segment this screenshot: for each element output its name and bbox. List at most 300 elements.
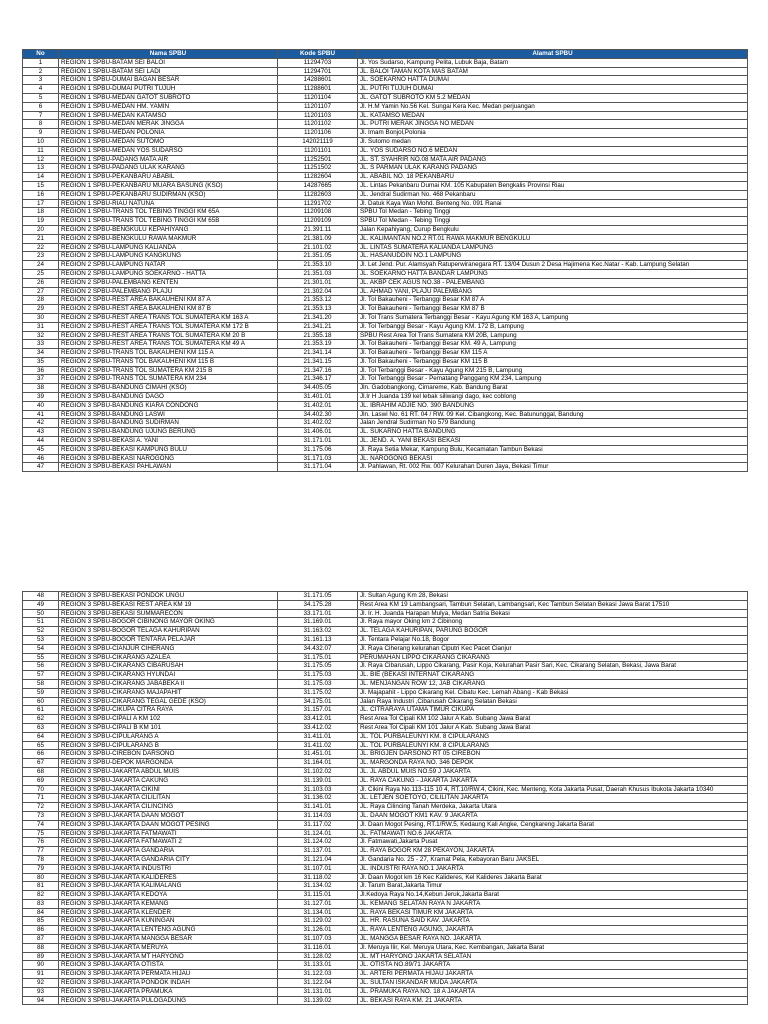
- station-name: REGION 3 SPBU-CIKARANG JABABEKA II: [59, 679, 278, 688]
- station-address: Jl. Raya Setia Mekar, Kampung Bulu, Kecamatan Tambun Bekasi: [358, 445, 748, 454]
- station-name: REGION 2 SPBU-TRANS TOL BAKAUHENI KM 115 A: [59, 349, 278, 358]
- table-row: [23, 627, 748, 636]
- station-code: 31.103.03: [278, 785, 358, 794]
- station-code: 11201102: [278, 120, 358, 129]
- station-code: 11201104: [278, 93, 358, 102]
- station-code: 21.101.02: [278, 243, 358, 252]
- row-number: 93: [23, 987, 59, 996]
- row-number: 37: [23, 375, 59, 384]
- row-number: 82: [23, 891, 59, 900]
- station-code: 33.412.01: [278, 715, 358, 724]
- row-number: 87: [23, 935, 59, 944]
- station-name: REGION 3 SPBU-JAKARTA KEDOYA: [59, 891, 278, 900]
- station-address: JL. PRAMUKA RAYA NO. 18 A JAKARTA: [358, 987, 748, 996]
- station-name: REGION 3 SPBU-BANDUNG DAGO: [59, 393, 278, 402]
- station-name: REGION 3 SPBU-CIKARANG MAJAPAHIT: [59, 688, 278, 697]
- station-code: 31.171.04: [278, 463, 358, 472]
- station-name: REGION 3 SPBU-CIKARANG TEGAL GEDE (KSO): [59, 697, 278, 706]
- station-address: Jl. Ir. H. Juanda Harapan Mulya, Medan Satria Bekasi: [358, 609, 748, 618]
- station-address: Jl. Datuk Kaya Wan Mohd. Benteng No. 091 Ranai: [358, 199, 748, 208]
- station-code: 31.411.02: [278, 741, 358, 750]
- table-row: [23, 662, 748, 671]
- row-number: 52: [23, 627, 59, 636]
- station-address: JL. IBRAHIM ADJIE NO. 390 BANDUNG: [358, 401, 748, 410]
- station-address: Jl. Tol Bakauheni - Terbanggi Besar KM 87 B: [358, 305, 748, 314]
- table-row: [23, 410, 748, 419]
- station-name: REGION 1 SPBU-MEDAN GATOT SUBROTO: [59, 93, 278, 102]
- station-code: 31.163.02: [278, 627, 358, 636]
- station-code: 31.139.02: [278, 996, 358, 1005]
- row-number: 53: [23, 635, 59, 644]
- station-code: 31.107.01: [278, 864, 358, 873]
- table-row: [23, 715, 748, 724]
- station-code: 31.102.02: [278, 767, 358, 776]
- row-number: 71: [23, 794, 59, 803]
- table-row: [23, 67, 748, 76]
- row-number: 2: [23, 67, 59, 76]
- table-row: [23, 908, 748, 917]
- row-number: 74: [23, 820, 59, 829]
- station-code: 31.157.01: [278, 706, 358, 715]
- station-code: 11209108: [278, 208, 358, 217]
- station-code: 31.127.01: [278, 899, 358, 908]
- station-code: 31.171.05: [278, 592, 358, 601]
- row-number: 84: [23, 908, 59, 917]
- table-row: [23, 252, 748, 261]
- station-name: REGION 2 SPBU-PALEMBANG KENTEN: [59, 278, 278, 287]
- station-address: Jl. Tol Bakauheni - Terbanggi Besar KM 87 A: [358, 296, 748, 305]
- station-name: REGION 2 SPBU-LAMPUNG NATAR: [59, 261, 278, 270]
- station-code: 21.381.09: [278, 234, 358, 243]
- station-name: REGION 1 SPBU-PADANG ULAK KARANG: [59, 164, 278, 173]
- station-code: 31.175.01: [278, 653, 358, 662]
- table-row: [23, 164, 748, 173]
- station-code: 21.341.14: [278, 349, 358, 358]
- station-code: 31.115.01: [278, 891, 358, 900]
- station-code: 31.118.02: [278, 873, 358, 882]
- row-number: 60: [23, 697, 59, 706]
- station-name: REGION 1 SPBU-BATAM SEI BALOI: [59, 58, 278, 67]
- station-name: REGION 3 SPBU-BOGOR CIBINONG MAYOR OKING: [59, 618, 278, 627]
- row-number: 18: [23, 208, 59, 217]
- station-address: SPBU Rest Area Tol Trans Sumatera KM 20B, Lampung: [358, 331, 748, 340]
- station-code: 31.128.02: [278, 952, 358, 961]
- row-number: 94: [23, 996, 59, 1005]
- station-name: REGION 2 SPBU-REST AREA BAKAUHENI KM 87 A: [59, 296, 278, 305]
- table-row: [23, 173, 748, 182]
- station-address: JL. ST. SYAHRIR NO.08 MATA AIR PADANG: [358, 155, 748, 164]
- row-number: 3: [23, 76, 59, 85]
- row-number: 43: [23, 428, 59, 437]
- station-address: JL. HR. RASUNA SAID KAV. JAKARTA: [358, 917, 748, 926]
- row-number: 73: [23, 811, 59, 820]
- station-code: 31.402.02: [278, 419, 358, 428]
- station-address: Rest Area KM 19 Lambangsari, Tambun Selatan, Lambangsari, Kec Tambun Selatan Bekasi Jawa Barat 17510: [358, 600, 748, 609]
- station-name: REGION 3 SPBU-JAKARTA KLENDER: [59, 908, 278, 917]
- table-row: [23, 820, 748, 829]
- table-row: [23, 759, 748, 768]
- station-name: REGION 3 SPBU-JAKARTA MT HARYONO: [59, 952, 278, 961]
- station-code: 31.129.02: [278, 917, 358, 926]
- station-address: Jl. Gandaria No. 25 - 27, Kramat Pela, Kebayoran Baru JAKSEL: [358, 855, 748, 864]
- table-row: [23, 313, 748, 322]
- station-address: JL. ABABIL NO. 18 PEKANBARU: [358, 173, 748, 182]
- table-row: [23, 899, 748, 908]
- station-address: Jln. Laswi No. 61 RT. 04 / RW. 09 Kel. Cibangkong, Kec. Batununggal, Bandung: [358, 410, 748, 419]
- station-address: Jl. Let Jend. Pur. Alamsyah Ratuperwiranegara RT. 13/04 Dusun 2 Desa Hajimena Kec.Natar - Kab. Lampung Selatan: [358, 261, 748, 270]
- station-code: 34.175.01: [278, 697, 358, 706]
- station-address: Jl. Tol Bakauheni - Terbanggi Besar KM 115 A: [358, 349, 748, 358]
- row-number: 62: [23, 715, 59, 724]
- station-code: 31.114.03: [278, 811, 358, 820]
- table-row: [23, 58, 748, 67]
- table-row: [23, 864, 748, 873]
- station-address: Jln. Gadobangkong, Cimareme, Kab. Bandung Barat: [358, 384, 748, 393]
- row-number: 61: [23, 706, 59, 715]
- station-code: 21.355.18: [278, 331, 358, 340]
- station-name: REGION 3 SPBU-JAKARTA KEMANG: [59, 899, 278, 908]
- station-address: Jl. Tol Trans Sumatera Terbanggi Besar - Kayu Agung KM 163 A, Lampung: [358, 313, 748, 322]
- station-code: 21.351.05: [278, 252, 358, 261]
- station-name: REGION 3 SPBU-JAKARTA DAAN MOGOT PESING: [59, 820, 278, 829]
- station-code: 31.121.04: [278, 855, 358, 864]
- station-address: JL. NAROGONG BEKASI: [358, 454, 748, 463]
- station-address: JL. S PARMAN ULAK KARANG PADANG: [358, 164, 748, 173]
- station-code: 21.353.19: [278, 340, 358, 349]
- row-number: 81: [23, 882, 59, 891]
- station-address: PERUMAHAN LIPPO CIKARANG CIKARANG: [358, 653, 748, 662]
- table-row: [23, 76, 748, 85]
- station-code: 31.175.02: [278, 688, 358, 697]
- station-address: JL. OTISTA NO.89/71 JAKARTA: [358, 961, 748, 970]
- table-row: [23, 120, 748, 129]
- station-address: JL. MANGGA BESAR RAYA NO. JAKARTA: [358, 935, 748, 944]
- station-code: 31.406.01: [278, 428, 358, 437]
- station-name: REGION 3 SPBU-JAKARTA CIKINI: [59, 785, 278, 794]
- station-address: JL. MT HARYONO JAKARTA SELATAN: [358, 952, 748, 961]
- table-row: [23, 767, 748, 776]
- row-number: 85: [23, 917, 59, 926]
- station-address: Jl. Majapahit - Lippo Cikarang Kel. Cibatu Kec. Lemah Abang - Kab Bekasi: [358, 688, 748, 697]
- row-number: 75: [23, 829, 59, 838]
- station-code: 31.169.01: [278, 618, 358, 627]
- station-name: REGION 2 SPBU-PALEMBANG PLAJU: [59, 287, 278, 296]
- station-name: REGION 3 SPBU-JAKARTA GANDARIA CITY: [59, 855, 278, 864]
- station-code: 34.402.30: [278, 410, 358, 419]
- row-number: 33: [23, 340, 59, 349]
- station-address: JL. SOEKARNO HATTA DUMAI: [358, 76, 748, 85]
- row-number: 26: [23, 278, 59, 287]
- station-name: REGION 3 SPBU-CIKARANG HYUNDAI: [59, 671, 278, 680]
- station-code: 34.175.28: [278, 600, 358, 609]
- station-address: JL. RAYA BEKASI TIMUR KM JAKARTA: [358, 908, 748, 917]
- table-header: [23, 50, 748, 59]
- station-address: JL. AHMAD YANI, PLAJU PALEMBANG: [358, 287, 748, 296]
- station-code: 31.411.01: [278, 732, 358, 741]
- station-code: 31.134.01: [278, 908, 358, 917]
- station-code: 33.171.01: [278, 609, 358, 618]
- row-number: 55: [23, 653, 59, 662]
- row-number: 12: [23, 155, 59, 164]
- table-row: [23, 891, 748, 900]
- row-number: 44: [23, 437, 59, 446]
- table-row: [23, 943, 748, 952]
- station-name: REGION 1 SPBU-MEDAN YOS SUDARSO: [59, 146, 278, 155]
- station-code: 31.171.01: [278, 437, 358, 446]
- table-row: [23, 155, 748, 164]
- table-row: [23, 445, 748, 454]
- station-address: SPBU Tol Medan - Tebing Tinggi: [358, 208, 748, 217]
- station-address: JL. CITRARAYA UTAMA TIMUR CIKUPA: [358, 706, 748, 715]
- station-address: Jl. Tol Terbanggi Besar - Kayu Agung KM. 172 B, Lampung: [358, 322, 748, 331]
- station-address: Jl. Daan Mogot Pesing, RT.1/RW.5, Kedaung Kali Angke, Cengkareng Jakarta Barat: [358, 820, 748, 829]
- station-address: JL. PUTRI MERAK JINGGA NO MEDAN: [358, 120, 748, 129]
- station-code: 21.341.15: [278, 357, 358, 366]
- station-address: Jl. Meruya Ilir, Kel. Meruya Utara, Kec. Kembangan, Jakarta Barat: [358, 943, 748, 952]
- station-address: Jl. Raya mayor Oking km 2 Cibinong: [358, 618, 748, 627]
- table-row: [23, 609, 748, 618]
- station-address: Jl. Raya Ciherang kelurahan Ciputri Kec Pacet Cianjur: [358, 644, 748, 653]
- header-name: Nama SPBU: [59, 50, 278, 59]
- station-name: REGION 1 SPBU-MEDAN HM. YAMIN: [59, 102, 278, 111]
- station-name: REGION 3 SPBU-BANDUNG UJUNG BERUNG: [59, 428, 278, 437]
- table-row: [23, 996, 748, 1005]
- station-code: 31.136.02: [278, 794, 358, 803]
- row-number: 65: [23, 741, 59, 750]
- table-row: [23, 952, 748, 961]
- station-code: 11282603: [278, 190, 358, 199]
- station-address: JL. PUTRI TUJUH DUMAI: [358, 85, 748, 94]
- station-name: REGION 3 SPBU-JAKARTA CILINCING: [59, 803, 278, 812]
- station-name: REGION 3 SPBU-CIREBON DARSONO: [59, 750, 278, 759]
- station-code: 11251502: [278, 164, 358, 173]
- row-number: 57: [23, 671, 59, 680]
- table-row: [23, 428, 748, 437]
- station-address: JL. BALOI TAMAN KOTA MAS BATAM: [358, 67, 748, 76]
- station-code: 21.391.11: [278, 225, 358, 234]
- header-address: Alamat SPBU: [358, 50, 748, 59]
- station-name: REGION 2 SPBU-LAMPUNG KALIANDA: [59, 243, 278, 252]
- row-number: 20: [23, 225, 59, 234]
- station-address: JL. DAAN MOGOT KM1 KAV. 9 JAKARTA: [358, 811, 748, 820]
- station-address: JL. JEND. A. YANI BEKASI BEKASI: [358, 437, 748, 446]
- table-row: [23, 102, 748, 111]
- station-code: 11282604: [278, 173, 358, 182]
- station-name: REGION 1 SPBU-MEDAN MERAK JINGGA: [59, 120, 278, 129]
- station-address: Jl.Kedoya Raya No.14,Kebun Jeruk,Jakarta Barat: [358, 891, 748, 900]
- table-row: [23, 225, 748, 234]
- station-name: REGION 3 SPBU-BEKASI REST AREA KM 19: [59, 600, 278, 609]
- station-name: REGION 3 SPBU-CIPALI B KM 101: [59, 723, 278, 732]
- table-row: [23, 208, 748, 217]
- station-name: REGION 3 SPBU-BANDUNG CIMAHI (KSO): [59, 384, 278, 393]
- station-address: Rest Area Tol Cipali KM 101 Jalur A Kab. Subang Jawa Barat: [358, 723, 748, 732]
- station-address: JL. GATOT SUBROTO KM 5.2 MEDAN: [358, 93, 748, 102]
- station-code: 31.139.01: [278, 776, 358, 785]
- table-row: [23, 340, 748, 349]
- station-name: REGION 3 SPBU-JAKARTA KALIDERES: [59, 873, 278, 882]
- row-number: 40: [23, 401, 59, 410]
- station-name: REGION 3 SPBU-JAKARTA FATMAWATI: [59, 829, 278, 838]
- station-code: 31.175.03: [278, 671, 358, 680]
- station-address: JL. Lintas Pekanbaru Dumai KM. 105 Kabupaten Bengkalis Provinsi Riau: [358, 181, 748, 190]
- station-address: JL. FATMAWATI NO.6 JAKARTA: [358, 829, 748, 838]
- station-name: REGION 3 SPBU-CIPALI A KM 102: [59, 715, 278, 724]
- station-address: JL. AKBP CEK AGUS NO.38 - PALEMBANG: [358, 278, 748, 287]
- table-row: [23, 111, 748, 120]
- station-address: Jl. Fatmawati,Jakarta Pusat: [358, 838, 748, 847]
- table-row: [23, 199, 748, 208]
- station-code: 31.161.13: [278, 635, 358, 644]
- row-number: 38: [23, 384, 59, 393]
- station-name: REGION 3 SPBU-JAKARTA MERUYA: [59, 943, 278, 952]
- table-row: [23, 278, 748, 287]
- station-name: REGION 3 SPBU-CIANJUR CIHERANG: [59, 644, 278, 653]
- table-row: [23, 732, 748, 741]
- table-row: [23, 243, 748, 252]
- table-row: [23, 181, 748, 190]
- station-address: JL. RAYA CAKUNG - JAKARTA JAKARTA: [358, 776, 748, 785]
- row-number: 34: [23, 349, 59, 358]
- station-address: JL. SULTAN ISKANDAR MUDA JAKARTA: [358, 979, 748, 988]
- table-row: [23, 776, 748, 785]
- table-row: [23, 129, 748, 138]
- station-code: 21.302.04: [278, 287, 358, 296]
- station-address: JL. RAYA BOGOR KM 28 PEKAYON, JAKARTA: [358, 847, 748, 856]
- table-row: [23, 137, 748, 146]
- row-number: 21: [23, 234, 59, 243]
- station-name: REGION 3 SPBU-JAKARTA FATMAWATI 2: [59, 838, 278, 847]
- station-code: 11291702: [278, 199, 358, 208]
- station-name: REGION 3 SPBU-CIPULARANG A: [59, 732, 278, 741]
- station-address: JL. TELAGA KAHURIPAN, PARUNG BOGOR: [358, 627, 748, 636]
- row-number: 66: [23, 750, 59, 759]
- station-address: JL. HASANUDDIN NO.1 LAMPUNG: [358, 252, 748, 261]
- header-code: Kode SPBU: [278, 50, 358, 59]
- row-number: 89: [23, 952, 59, 961]
- station-address: JL. BIE (BEKASI INTERNAT CIKARANG: [358, 671, 748, 680]
- table-row: [23, 190, 748, 199]
- table-row: [23, 366, 748, 375]
- row-number: 49: [23, 600, 59, 609]
- station-name: REGION 1 SPBU-DUMAI BAGAN BESAR: [59, 76, 278, 85]
- station-name: REGION 1 SPBU-MEDAN KATAMSO: [59, 111, 278, 120]
- table-row: [23, 384, 748, 393]
- table-row: [23, 688, 748, 697]
- row-number: 15: [23, 181, 59, 190]
- header-no: No: [23, 50, 59, 59]
- station-name: REGION 2 SPBU-BENGKULU KEPAHIYANG: [59, 225, 278, 234]
- row-number: 47: [23, 463, 59, 472]
- table-row: [23, 838, 748, 847]
- station-name: REGION 2 SPBU-REST AREA TRANS TOL SUMATERA KM 49 A: [59, 340, 278, 349]
- row-number: 91: [23, 970, 59, 979]
- row-number: 77: [23, 847, 59, 856]
- row-number: 1: [23, 58, 59, 67]
- station-code: 31.133.01: [278, 961, 358, 970]
- table-row: [23, 961, 748, 970]
- station-code: 31.401.01: [278, 393, 358, 402]
- spbu-table-page-1: [22, 49, 748, 472]
- row-number: 22: [23, 243, 59, 252]
- table-row: [23, 419, 748, 428]
- row-number: 24: [23, 261, 59, 270]
- station-code: 31.171.03: [278, 454, 358, 463]
- station-address: Jl. Yos Sudarso, Kampung Pelita, Lubuk Baja, Batam: [358, 58, 748, 67]
- table-row: [23, 454, 748, 463]
- table-row: [23, 811, 748, 820]
- station-address: Jl. Tol Terbanggi Besar - Kayu Agung KM 215 B, Lampung: [358, 366, 748, 375]
- row-number: 42: [23, 419, 59, 428]
- station-name: REGION 3 SPBU-BEKASI PONDOK UNGU: [59, 592, 278, 601]
- row-number: 13: [23, 164, 59, 173]
- row-number: 90: [23, 961, 59, 970]
- station-name: REGION 3 SPBU-JAKARTA PULOGADUNG: [59, 996, 278, 1005]
- station-address: JL. YOS SUDARSO NO.6 MEDAN: [358, 146, 748, 155]
- row-number: 86: [23, 926, 59, 935]
- row-number: 28: [23, 296, 59, 305]
- station-name: REGION 3 SPBU-JAKARTA CAKUNG: [59, 776, 278, 785]
- station-name: REGION 3 SPBU-JAKARTA KALIMALANG: [59, 882, 278, 891]
- table-row: [23, 93, 748, 102]
- station-address: JL. KALIMANTAN NO.2 RT.01 RAWA MAKMUR BENGKULU: [358, 234, 748, 243]
- station-code: 31.175.06: [278, 445, 358, 454]
- station-code: 31.117.02: [278, 820, 358, 829]
- station-code: 31.122.04: [278, 979, 358, 988]
- table-row: [23, 679, 748, 688]
- station-name: REGION 2 SPBU-TRANS TOL BAKAUHENI KM 115 B: [59, 357, 278, 366]
- station-name: REGION 3 SPBU-BANDUNG LASWI: [59, 410, 278, 419]
- station-address: JL. RAYA LENTENG AGUNG, JAKARTA: [358, 926, 748, 935]
- row-number: 50: [23, 609, 59, 618]
- table-row: [23, 393, 748, 402]
- table-row: [23, 750, 748, 759]
- station-code: 21.341.20: [278, 313, 358, 322]
- station-address: JL. MENJANGAN ROW 12, JAB CIKARANG: [358, 679, 748, 688]
- station-name: REGION 2 SPBU-REST AREA TRANS TOL SUMATERA KM 172 B: [59, 322, 278, 331]
- station-name: REGION 3 SPBU-JAKARTA OTISTA: [59, 961, 278, 970]
- row-number: 9: [23, 129, 59, 138]
- table-body: [23, 58, 748, 471]
- row-number: 32: [23, 331, 59, 340]
- table-row: [23, 882, 748, 891]
- station-name: REGION 3 SPBU-BEKASI A. YANI: [59, 437, 278, 446]
- table-row: [23, 935, 748, 944]
- table-row: [23, 847, 748, 856]
- table-row: [23, 987, 748, 996]
- station-name: REGION 2 SPBU-TRANS TOL SUMATERA KM 234: [59, 375, 278, 384]
- row-number: 16: [23, 190, 59, 199]
- station-name: REGION 2 SPBU-LAMPUNG KANGKUNG: [59, 252, 278, 261]
- station-code: 31.126.01: [278, 926, 358, 935]
- station-code: 31.122.03: [278, 970, 358, 979]
- station-address: Jalan Kepahiyang, Curup Bengkulu: [358, 225, 748, 234]
- station-name: REGION 3 SPBU-BEKASI KAMPUNG BULU: [59, 445, 278, 454]
- station-address: Jl. Tentara Pelajar No.18, Bogor: [358, 635, 748, 644]
- row-number: 72: [23, 803, 59, 812]
- row-number: 23: [23, 252, 59, 261]
- row-number: 54: [23, 644, 59, 653]
- row-number: 88: [23, 943, 59, 952]
- station-address: Rest Area Tol Cipali KM 102 Jalur A Kab. Subang Jawa Barat: [358, 715, 748, 724]
- table-row: [23, 463, 748, 472]
- station-address: JL. ARTERI PERMATA HIJAU JAKARTA: [358, 970, 748, 979]
- table-row: [23, 618, 748, 627]
- table-row: [23, 970, 748, 979]
- station-name: REGION 3 SPBU-JAKARTA PERMATA HIJAU: [59, 970, 278, 979]
- table-row: [23, 269, 748, 278]
- table-row: [23, 794, 748, 803]
